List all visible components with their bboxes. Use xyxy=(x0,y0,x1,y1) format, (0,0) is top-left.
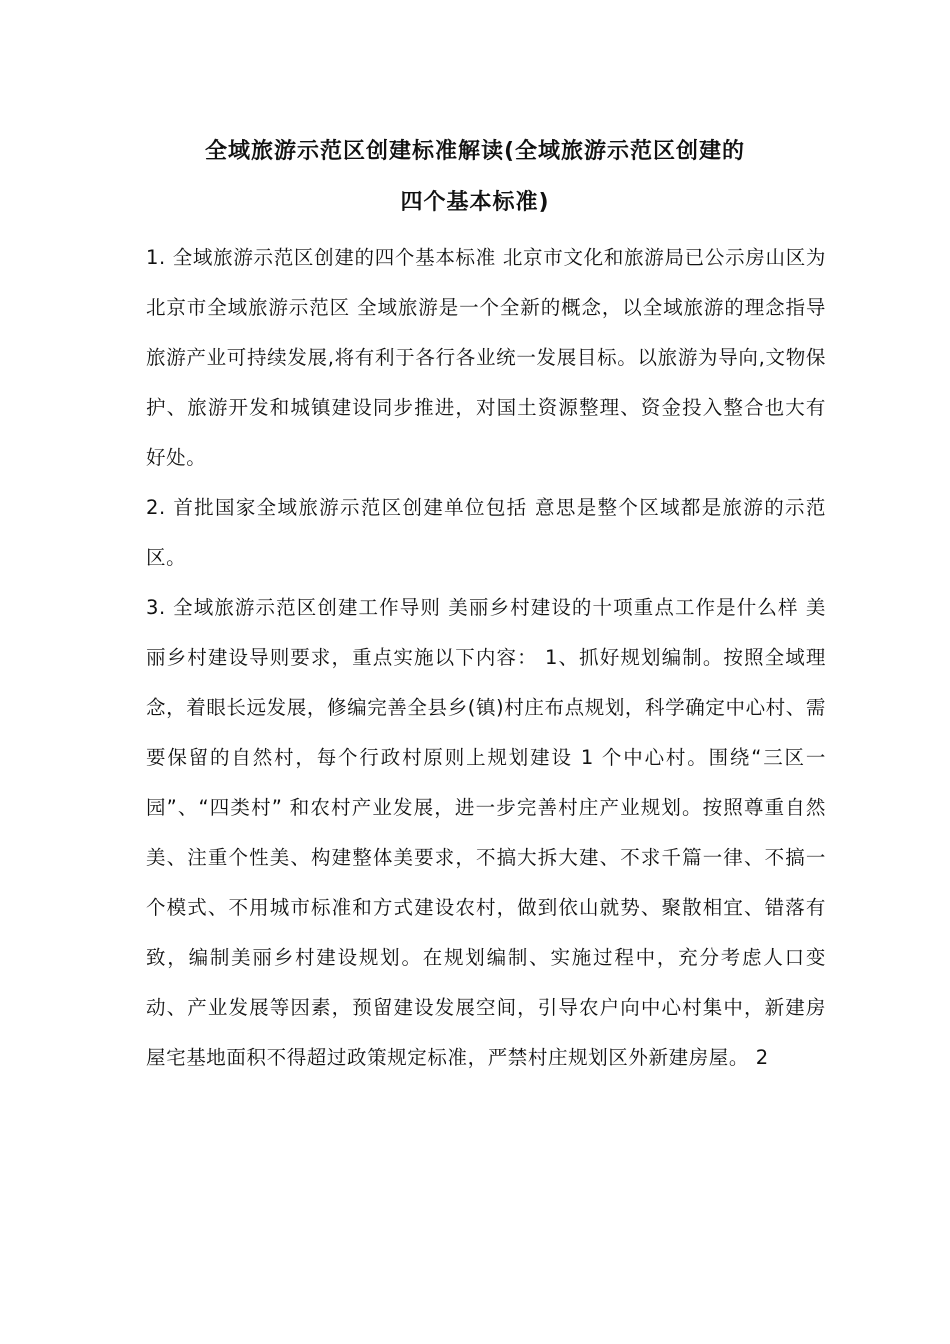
paragraph-3: 3. 全域旅游示范区创建工作导则 美丽乡村建设的十项重点工作是什么样 美丽乡村建设导则要求，重点实施以下内容： 1、抓好规划编制。按照全域理念，着眼长远发展，修编完善全县乡(镇)村庄布点规划，科学确定中心村、需要保留的自然村，每个行政村原则上规划建设 1 个中心村。围绕“三区一园”、“四类村” 和农村产业发展，进一步完善村庄产业规划。按照尊重自然美、注重个性美、构建整体美要求，不搞大拆大建、不求千篇一律、不搞一个模式、不用城市标准和方式建设农村，做到依山就势、聚散相宜、错落有致，编制美丽乡村建设规划。在规划编制、实施过程中，充分考虑人口变动、产业发展等因素，预留建设发展空间，引导农户向中心村集中，新建房屋宅基地面积不得超过政策规定标准，严禁村庄规划区外新建房屋。 2 xyxy=(146,596,826,1069)
document-title-line-2: 四个基本标准) xyxy=(400,190,550,215)
document-title-line-1: 全域旅游示范区创建标准解读(全域旅游示范区创建的 xyxy=(204,139,746,164)
paragraph-2: 2. 首批国家全域旅游示范区创建单位包括 意思是整个区域都是旅游的示范区。 xyxy=(146,496,826,569)
document-body xyxy=(146,233,826,1083)
paragraph-1: 1. 全域旅游示范区创建的四个基本标准 北京市文化和旅游局已公示房山区为北京市全域旅游示范区 全域旅游是一个全新的概念，以全域旅游的理念指导旅游产业可持续发展,将有利于各行各业统一发展目标。以旅游为导向,文物保护、旅游开发和城镇建设同步推进，对国土资源整理、资金投入整合也大有好处。 xyxy=(146,246,826,469)
